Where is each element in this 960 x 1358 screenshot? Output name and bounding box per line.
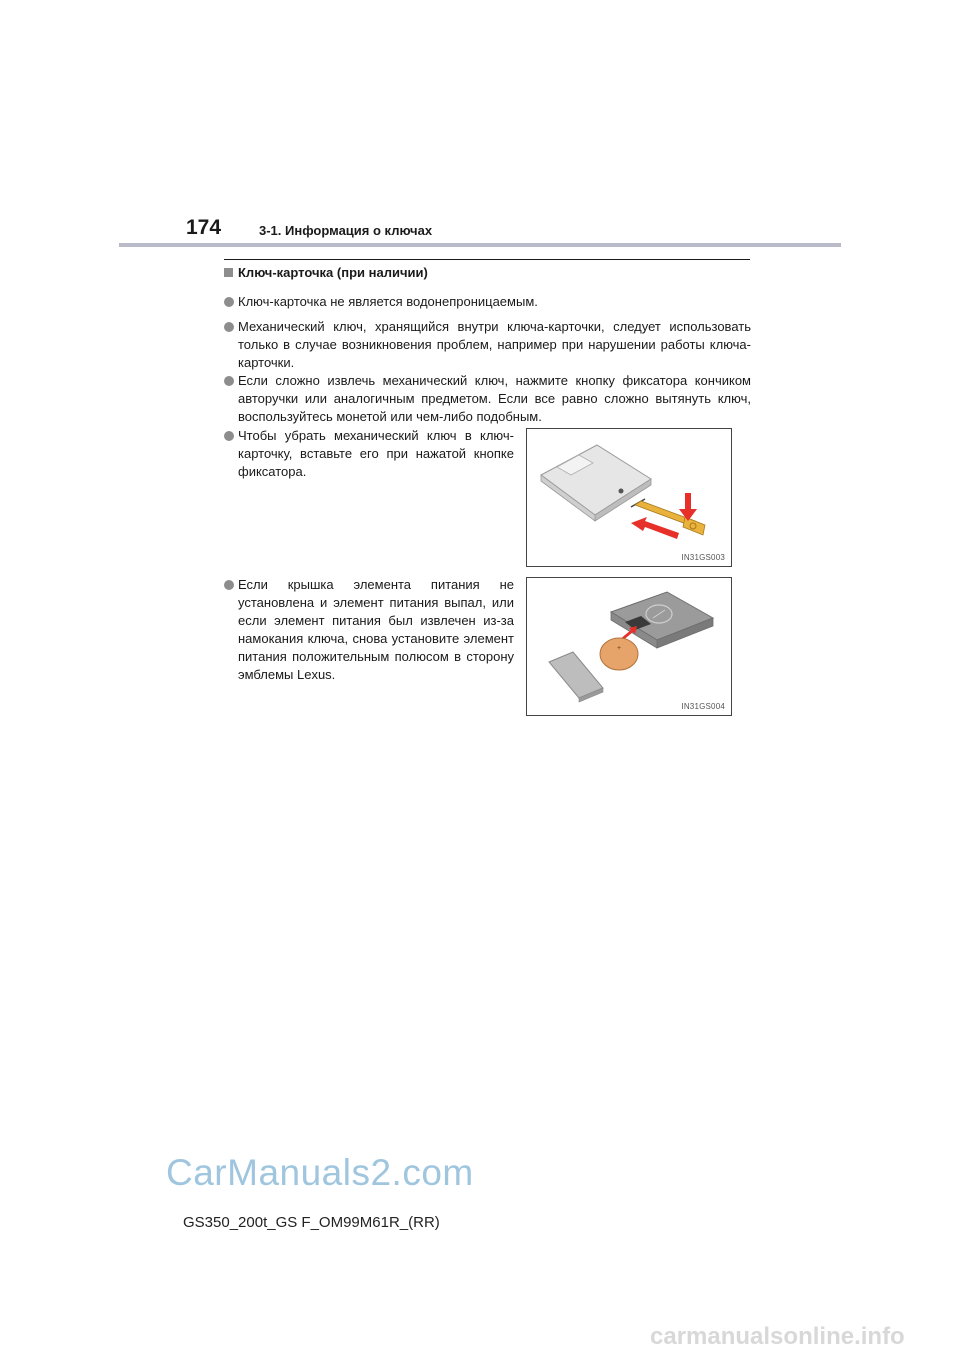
bullet-item <box>224 318 751 372</box>
circle-bullet-icon <box>224 376 234 386</box>
circle-bullet-icon <box>224 297 234 307</box>
figure-card-key-insert <box>526 428 732 567</box>
circle-bullet-icon <box>224 322 234 332</box>
card-key-insert-illustration <box>527 429 731 566</box>
site-watermark: carmanualsonline.info <box>650 1323 905 1350</box>
figure-battery-install <box>526 577 732 716</box>
square-bullet-icon <box>224 268 233 277</box>
document-code: GS350_200t_GS F_OM99M61R_(RR) <box>183 1214 440 1231</box>
watermark-logo: CarManuals2.com <box>166 1152 474 1193</box>
bullet-item <box>224 372 751 426</box>
bullet-text: Ключ-карточка не является водонепроницаемым. <box>238 294 538 309</box>
header-divider <box>119 243 841 247</box>
bullet-item <box>224 293 751 311</box>
bullet-item <box>224 427 514 481</box>
circle-bullet-icon <box>224 431 234 441</box>
circle-bullet-icon <box>224 580 234 590</box>
svg-text:+: + <box>616 645 622 652</box>
bullet-text: Если сложно извлечь механический ключ, нажмите кнопку фиксатора кончиком авторучки или аналогичным предметом. Если все равно сложно вытянуть ключ, воспользуйтесь монетой или чем-либо подобным. <box>238 373 751 424</box>
subsection-heading <box>224 265 428 280</box>
figure-code: IN31GS004 <box>681 702 725 711</box>
bullet-text: Механический ключ, хранящийся внутри ключа-карточки, следует использовать только в случае возникновения проблем, например при нарушении работы ключа-карточки. <box>238 319 751 370</box>
section-divider <box>224 259 750 260</box>
page-number: 174 <box>186 216 222 239</box>
section-title: 3-1. Информация о ключах <box>259 223 433 238</box>
figure-code: IN31GS003 <box>681 553 725 562</box>
bullet-text: Если крышка элемента питания не установлена и элемент питания выпал, или если элемент питания был извлечен из-за намокания ключа, снова установите элемент питания положительным полюсом в сторону эмблемы Lexus. <box>238 577 514 682</box>
bullet-item <box>224 576 514 684</box>
bullet-text: Чтобы убрать механический ключ в ключ-карточку, вставьте его при нажатой кнопке фиксатора. <box>238 428 514 479</box>
battery-install-illustration <box>527 578 731 715</box>
heading-text: Ключ-карточка (при наличии) <box>238 265 428 280</box>
